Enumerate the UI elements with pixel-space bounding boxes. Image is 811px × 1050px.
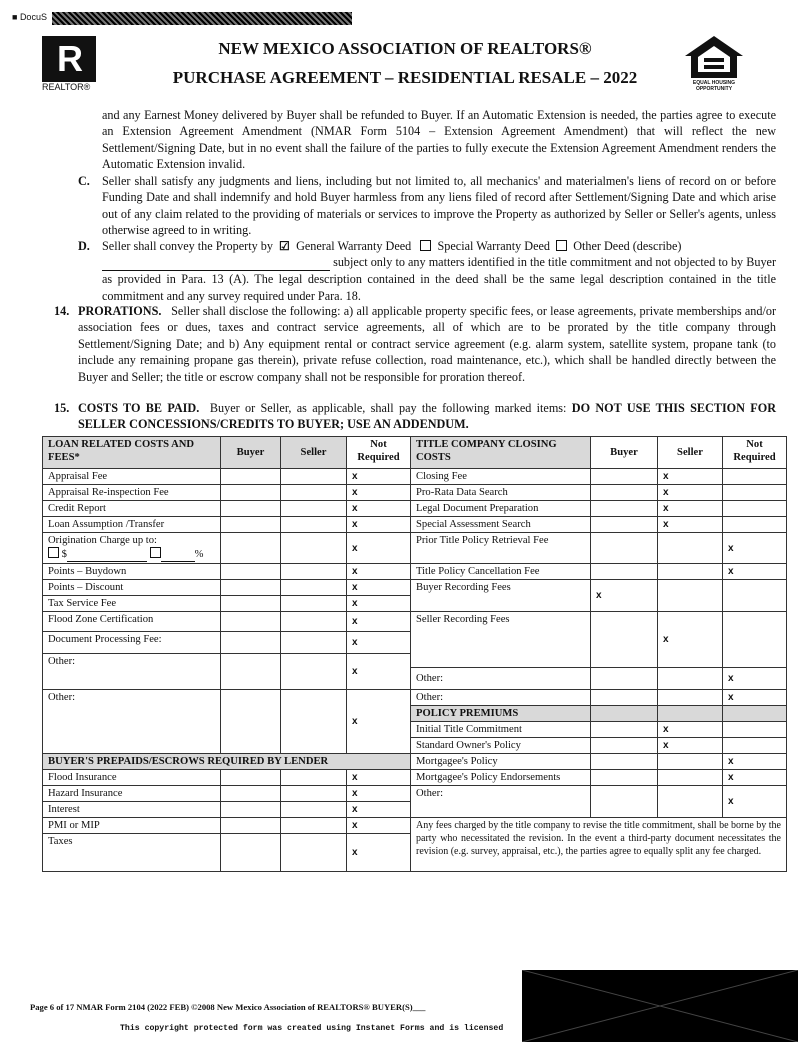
other-deed-checkbox[interactable] [556,240,567,251]
page-footer: Page 6 of 17 NMAR Form 2104 (2022 FEB) ©2008 New Mexico Association of REALTORS® BUYER(S)___ [30,1002,426,1012]
general-warranty-checkbox[interactable]: ☑ [279,239,290,253]
table-row: PMI or MIP x Any fees charged by the title company to revise the title commitment, shall be borne by the party who necessitated the revision. In the event a third-party document necessitates the revision (e.g. survey, appraisal, etc.), the parties agree to equally split any fee charged. [43,818,787,834]
title-revision-note: Any fees charged by the title company to revise the title commitment, shall be borne by the party who necessitated the revision. In the event a third-party document necessitates the revision (e.g. survey, appraisal, etc.), the parties agree to equally split any fee charged. [411,818,787,872]
table-header-row [43,437,787,469]
table-row: Other: x [43,668,787,690]
loan-costs-heading: LOAN RELATED COSTS AND FEES* [43,437,221,469]
section-d-label: D. [78,239,90,253]
redaction-cross-icon [522,970,798,1042]
automatic-extension-paragraph: and any Earnest Money delivered by Buyer shall be refunded to Buyer. If an Automatic Extension is needed, the parties agree to execute an Extension Agreement Amendment (NMAR Form 5104 – Extension Agreement Amendment) that will reflect the new Settlement/Signing Date, but in no event shall the failure of the parties to fully execute the Extension Agreement Amendment renders the Automatic Extension invalid. [102,108,776,172]
section-d-text: subject only to any matters identified in the title commitment and not objected to by Buyer as provided in Para. 13 (A). The legal description contained in the deed shall be the same legal description contained in the title commitment and any survey required under Para. 18. [102,255,777,303]
redacted-initials-box [522,970,798,1042]
para-15-number: 15. [54,401,70,415]
origination-label: Origination Charge up to: [48,535,157,546]
table-row: Flood Zone Certification x Seller Recording Fees x [43,612,787,632]
table-row: BUYER'S PREPAIDS/ESCROWS REQUIRED BY LENDER Mortgagee's Policy x [43,754,787,770]
equal-housing-label: EQUAL HOUSING OPPORTUNITY [692,80,736,92]
table-row: Taxes x [43,834,787,872]
buyer-column-heading: Buyer [221,437,281,469]
realtor-logo-label: REALTOR® [42,82,91,92]
form-title: PURCHASE AGREEMENT – RESIDENTIAL RESALE – 2022 [172,68,638,87]
section-c-label: C. [78,174,90,188]
table-row: Appraisal Fee x Closing Fee x [43,469,787,485]
special-warranty-checkbox[interactable] [420,240,431,251]
buyer-column-heading: Buyer [591,437,658,469]
table-row: Appraisal Re-inspection Fee x Pro-Rata Data Search x [43,485,787,501]
other-deed-description-field[interactable] [102,254,330,271]
costs-table [42,436,787,872]
table-row: Origination Charge up to: $ % x Prior Title Policy Retrieval Fee x [43,533,787,564]
table-row: Points – Buydown x Title Policy Cancellation Fee x [43,564,787,580]
table-row: Points – Discount x Buyer Recording Fees x [43,580,787,596]
table-row: Other: x Other: x [43,690,787,706]
section-d-deed-options: Seller shall convey the Property by ☑ General Warranty Deed Special Warranty Deed Other Deed (describe) [102,239,682,253]
table-row: Tax Service Fee x [43,596,787,612]
policy-premiums-heading: POLICY PREMIUMS [411,706,591,722]
origination-dollar-checkbox[interactable] [48,547,59,558]
table-row: Flood Insurance x Mortgagee's Policy Endorsements x [43,770,787,786]
table-row: Credit Report x Legal Document Preparation x [43,501,787,517]
prepaids-heading: BUYER'S PREPAIDS/ESCROWS REQUIRED BY LENDER [43,754,411,770]
para-15-text: COSTS TO BE PAID. Buyer or Seller, as applicable, shall pay the following marked items: DO NOT USE THIS SECTION FOR SELLER CONCESSIONS/CREDITS TO BUYER; USE AN ADDENDUM. [78,401,777,432]
table-row: Hazard Insurance x Other: x [43,786,787,802]
origination-percent-checkbox[interactable] [150,547,161,558]
title-costs-heading: TITLE COMPANY CLOSING COSTS [411,437,591,469]
para-14-number: 14. [54,304,70,318]
table-row: Other: x [43,654,787,668]
seller-column-heading: Seller [658,437,723,469]
section-c-text: Seller shall satisfy any judgments and liens, including but not limited to, all mechanics' and materialmen's liens of record on or before Funding Date and shall indemnify and hold Buyer harmless from any liens filed of record after Settlement/Signing Date and which arise out of any claim related to the providing of materials or services to improve the Property as authorized by Seller or Seller's agents, unless otherwise agreed to in writing. [102,174,776,238]
table-row: Document Processing Fee: x [43,632,787,654]
not-required-column-heading: Not Required [723,437,787,469]
license-notice: This copyright protected form was created using Instanet Forms and is licensed [120,1024,504,1033]
docusign-envelope-label: ■ DocuS [12,12,47,22]
table-row: Interest x [43,802,787,818]
para-14-text: PRORATIONS. Seller shall disclose the following: a) all applicable property specific fees, or lease agreements, private memberships and/or association fees or dues, taxes and contract service agreements, all of which are to be prorated by the title company through Settlement/Signing Date; and b) Any equipment rental or contract service agreement (e.g. alarm system, satellite system, propane tank (to include any remaining propane gas therein), private refuse collection, road maintenance, etc.), which shall be handled directly between the Buyer and Seller; the title or escrow company shall not be responsible for proration thereof. [78,304,777,384]
org-heading: NEW MEXICO ASSOCIATION OF REALTORS® [218,39,592,58]
redacted-envelope-id [52,12,352,25]
realtor-logo: R [42,36,96,82]
table-row: Standard Owner's Policy x [43,738,787,754]
seller-column-heading: Seller [281,437,347,469]
table-row: Loan Assumption /Transfer x Special Assessment Search x [43,517,787,533]
table-row: Initial Title Commitment x [43,722,787,738]
not-required-column-heading: Not Required [347,437,411,469]
